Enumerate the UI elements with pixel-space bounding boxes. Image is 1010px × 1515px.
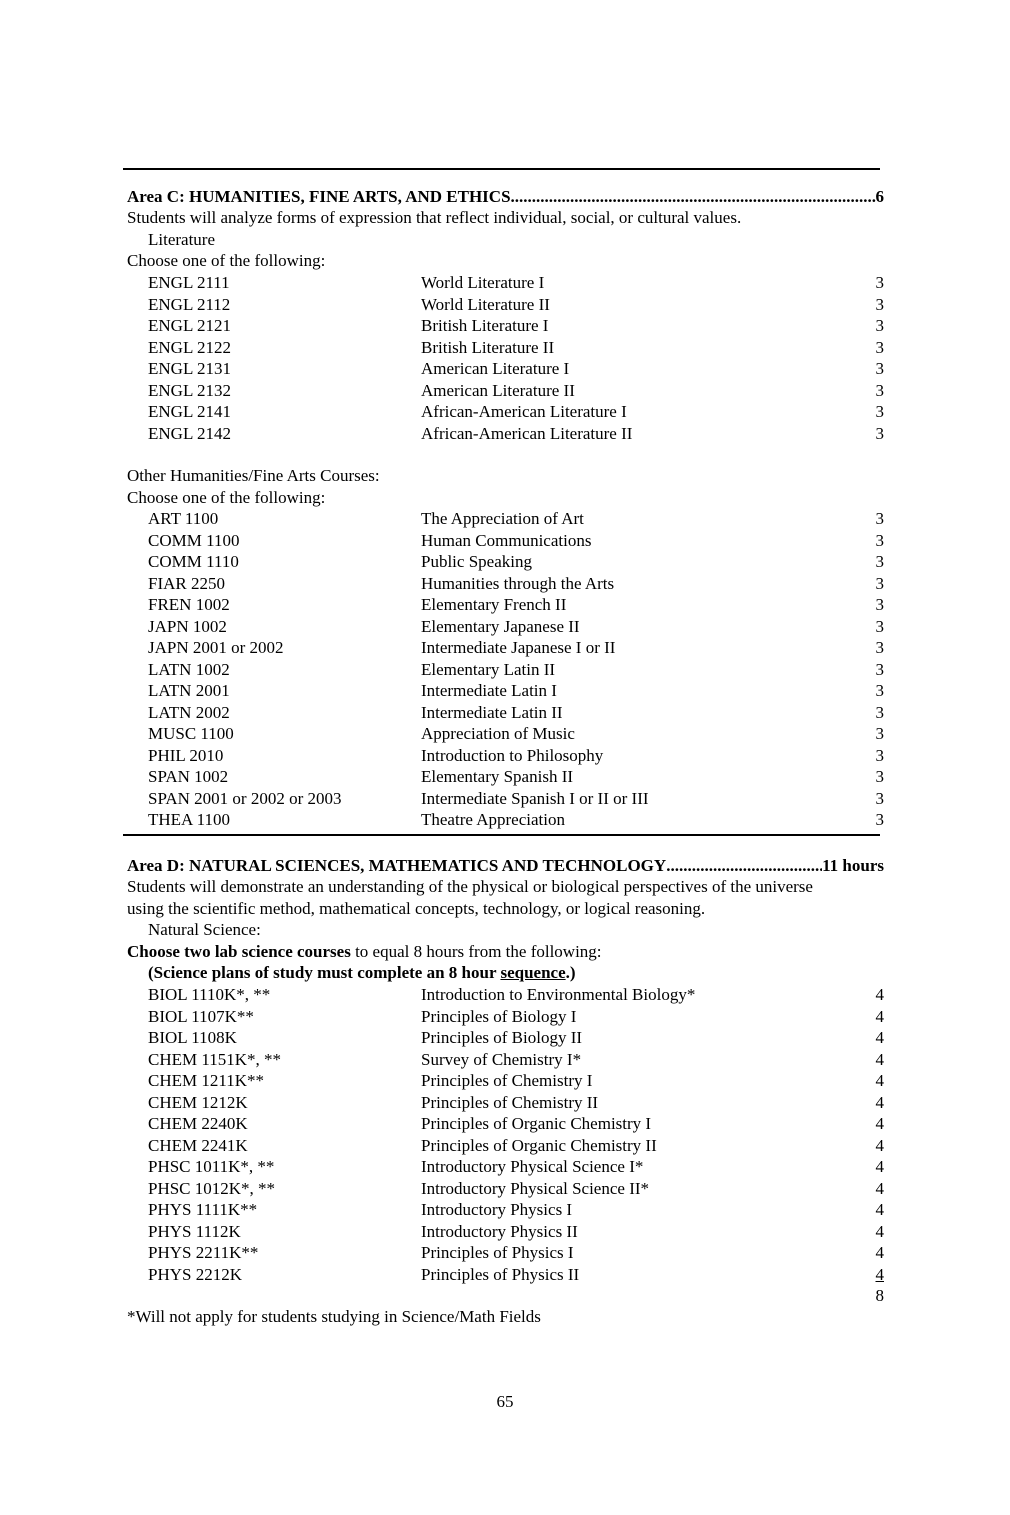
course-code: ENGL 2121 (148, 316, 231, 335)
course-code: PHSC 1011K*, ** (148, 1157, 275, 1176)
course-name: African-American Literature I (421, 402, 627, 421)
leader-dots (511, 186, 876, 207)
course-name: Survey of Chemistry I* (421, 1050, 582, 1069)
course-code: SPAN 1002 (148, 767, 229, 786)
course-credits: 3 (875, 703, 884, 722)
course-code: PHYS 1111K** (148, 1200, 258, 1219)
course-name: Principles of Chemistry I (421, 1071, 593, 1090)
course-credits: 3 (875, 316, 884, 335)
course-name: Humanities through the Arts (421, 574, 615, 593)
area-d-hours: 11 hours (822, 856, 884, 875)
course-name: Intermediate Spanish I or II or III (421, 789, 649, 808)
course-name: Principles of Organic Chemistry I (421, 1114, 652, 1133)
course-code: ART 1100 (148, 509, 219, 528)
course-code: PHYS 2212K (148, 1265, 242, 1284)
lab-science-instruction-bold: Choose two lab science courses (127, 942, 351, 961)
course-code: BIOL 1110K*, ** (148, 985, 271, 1004)
course-code: THEA 1100 (148, 810, 231, 829)
course-name: African-American Literature II (421, 424, 633, 443)
course-code: BIOL 1108K (148, 1028, 237, 1047)
course-name: Human Communications (421, 531, 592, 550)
course-code: COMM 1110 (148, 552, 239, 571)
course-credits: 3 (875, 424, 884, 443)
course-code: CHEM 1212K (148, 1093, 248, 1112)
science-plans-note (148, 962, 884, 983)
course-name: Principles of Physics II (421, 1265, 580, 1284)
course-code: SPAN 2001 or 2002 or 2003 (148, 789, 342, 808)
course-code: JAPN 1002 (148, 617, 227, 636)
course-credits: 3 (875, 574, 884, 593)
course-code: PHYS 1112K (148, 1222, 241, 1241)
course-name: Introduction to Philosophy (421, 746, 604, 765)
course-code: ENGL 2142 (148, 424, 231, 443)
course-credits: 4 (875, 1179, 884, 1198)
course-name: Principles of Biology II (421, 1028, 583, 1047)
course-credits: 3 (875, 273, 884, 292)
area-c-hours: 6 (875, 187, 884, 206)
area-c-title: Area C: HUMANITIES, FINE ARTS, AND ETHICS (127, 187, 511, 206)
course-name: Elementary Japanese II (421, 617, 580, 636)
course-credits: 3 (875, 660, 884, 679)
lab-science-instruction (127, 941, 884, 962)
course-code: ENGL 2132 (148, 381, 231, 400)
course-credits: 4 (875, 1114, 884, 1133)
course-name: Introductory Physics II (421, 1222, 578, 1241)
course-name: Introductory Physical Science I* (421, 1157, 644, 1176)
area-c-description: Students will analyze forms of expression that reflect individual, social, or cultural values. (127, 208, 742, 227)
other-courses-choose: Choose one of the following: (127, 488, 326, 507)
natural-science-label: Natural Science: (148, 920, 261, 939)
course-code: CHEM 1151K*, ** (148, 1050, 282, 1069)
course-credits: 3 (875, 595, 884, 614)
course-credits: 3 (875, 724, 884, 743)
course-code: JAPN 2001 or 2002 (148, 638, 284, 657)
course-code: BIOL 1107K** (148, 1007, 254, 1026)
course-credits: 3 (875, 681, 884, 700)
course-credits: 4 (875, 1200, 884, 1219)
course-name: British Literature I (421, 316, 549, 335)
course-name: The Appreciation of Art (421, 509, 584, 528)
course-name: Intermediate Japanese I or II (421, 638, 616, 657)
course-name: Elementary Latin II (421, 660, 556, 679)
course-name: World Literature I (421, 273, 545, 292)
course-credits: 4 (875, 1093, 884, 1112)
course-name: Principles of Chemistry II (421, 1093, 599, 1112)
course-name: World Literature II (421, 295, 550, 314)
course-code: PHIL 2010 (148, 746, 224, 765)
area-d-description-line2: using the scientific method, mathematical concepts, technology, or logical reasoning. (127, 899, 706, 918)
course-credits: 3 (875, 338, 884, 357)
course-code: ENGL 2122 (148, 338, 231, 357)
section-divider-rule (123, 834, 880, 836)
course-name: Appreciation of Music (421, 724, 575, 743)
course-credits: 3 (875, 767, 884, 786)
course-credits: 4 (875, 1028, 884, 1047)
course-credits: 3 (875, 531, 884, 550)
footnote: *Will not apply for students studying in Science/Math Fields (127, 1307, 541, 1326)
science-plans-note-text: (Science plans of study must complete an 8 hour (148, 963, 501, 982)
area-d-title: Area D: NATURAL SCIENCES, MATHEMATICS AND TECHNOLOGY (127, 856, 667, 875)
course-credits: 4 (875, 1071, 884, 1090)
course-credits: 4 (875, 1007, 884, 1026)
credit-total: 8 (875, 1286, 884, 1305)
course-credits: 3 (875, 509, 884, 528)
course-credits: 3 (875, 638, 884, 657)
course-name: British Literature II (421, 338, 555, 357)
science-plans-note-underlined: sequence (500, 963, 566, 982)
science-plans-note-end: .) (565, 963, 576, 982)
lab-science-instruction-rest: to equal 8 hours from the following: (350, 942, 602, 961)
course-code: LATN 2002 (148, 703, 230, 722)
course-code: COMM 1100 (148, 531, 240, 550)
course-credits: 4 (875, 985, 884, 1004)
course-code: PHSC 1012K*, ** (148, 1179, 276, 1198)
course-code: LATN 1002 (148, 660, 230, 679)
literature-choose: Choose one of the following: (127, 251, 326, 270)
course-code: PHYS 2211K** (148, 1243, 259, 1262)
course-name: Theatre Appreciation (421, 810, 565, 829)
course-code: CHEM 2241K (148, 1136, 248, 1155)
area-d-description-line1: Students will demonstrate an understanding of the physical or biological perspectives of the universe (127, 877, 813, 896)
course-code: ENGL 2141 (148, 402, 231, 421)
course-credits: 3 (875, 789, 884, 808)
course-credits: 4 (875, 1265, 884, 1284)
course-code: ENGL 2111 (148, 273, 230, 292)
course-name: Introductory Physics I (421, 1200, 573, 1219)
course-name: Intermediate Latin I (421, 681, 557, 700)
course-credits: 3 (875, 381, 884, 400)
area-d-heading (127, 855, 884, 876)
course-credits: 3 (875, 295, 884, 314)
page-number: 65 (496, 1392, 514, 1411)
course-name: Public Speaking (421, 552, 532, 571)
course-credits: 4 (875, 1157, 884, 1176)
course-credits: 3 (875, 402, 884, 421)
course-credits: 3 (875, 617, 884, 636)
course-credits: 4 (875, 1243, 884, 1262)
course-credits: 3 (875, 810, 884, 829)
course-name: Intermediate Latin II (421, 703, 563, 722)
course-name: Principles of Physics I (421, 1243, 574, 1262)
course-name: Principles of Biology I (421, 1007, 577, 1026)
course-code: LATN 2001 (148, 681, 230, 700)
literature-label: Literature (148, 230, 216, 249)
course-credits: 3 (875, 746, 884, 765)
course-name: American Literature II (421, 381, 575, 400)
course-credits: 4 (875, 1050, 884, 1069)
course-name: Introductory Physical Science II* (421, 1179, 650, 1198)
course-credits: 3 (875, 552, 884, 571)
course-code: FIAR 2250 (148, 574, 225, 593)
course-credits: 4 (875, 1136, 884, 1155)
course-code: MUSC 1100 (148, 724, 234, 743)
course-name: Principles of Organic Chemistry II (421, 1136, 657, 1155)
course-code: CHEM 2240K (148, 1114, 248, 1133)
course-code: FREN 1002 (148, 595, 230, 614)
course-code: CHEM 1211K** (148, 1071, 265, 1090)
course-code: ENGL 2112 (148, 295, 231, 314)
course-name: Elementary Spanish II (421, 767, 574, 786)
course-credits: 3 (875, 359, 884, 378)
course-name: American Literature I (421, 359, 570, 378)
other-courses-label: Other Humanities/Fine Arts Courses: (127, 466, 380, 485)
course-name: Elementary French II (421, 595, 567, 614)
area-c-heading (127, 186, 884, 207)
leader-dots (666, 855, 822, 876)
course-name: Introduction to Environmental Biology* (421, 985, 696, 1004)
top-rule (123, 168, 880, 170)
course-credits: 4 (875, 1222, 884, 1241)
course-code: ENGL 2131 (148, 359, 231, 378)
